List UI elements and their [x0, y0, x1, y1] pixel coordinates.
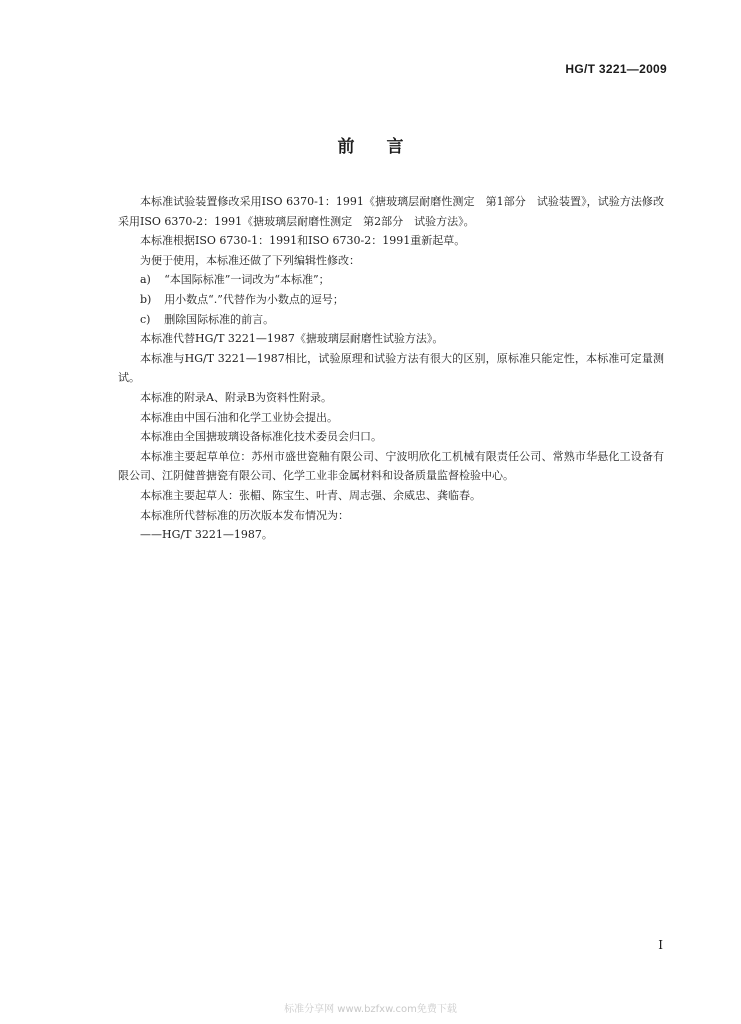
paragraph: 本标准代替HG/T 3221—1987《搪玻璃层耐磨性试验方法》。 — [140, 332, 444, 346]
paragraph: ——HG/T 3221—1987。 — [140, 528, 273, 542]
foreword-body — [118, 192, 664, 545]
list-marker: c) — [140, 312, 151, 326]
list-marker: a) — [140, 273, 151, 287]
paragraph: 本标准的附录A、附录B为资料性附录。 — [140, 390, 333, 404]
list-item: b) 用小数点“.”代替作为小数点的逗号； — [118, 290, 664, 310]
paragraph: 本标准根据ISO 6730-1：1991和ISO 6730-2：1991重新起草。 — [140, 234, 466, 248]
paragraph: 本标准由中国石油和化学工业协会提出。 — [140, 410, 338, 424]
page-number: I — [658, 938, 663, 952]
footer-watermark: 标准分享网 www.bzfxw.com免费下载 — [284, 1004, 457, 1015]
paragraph: 为便于使用，本标准还做了下列编辑性修改： — [140, 253, 360, 267]
standard-code: HG/T 3221—2009 — [565, 62, 667, 76]
page-title: 前言 — [337, 137, 436, 157]
paragraph: 本标准与HG/T 3221—1987相比，试验原理和试验方法有很大的区别，原标准只能定性，本标准可定量测试。 — [118, 351, 664, 385]
paragraph: 本标准主要起草单位：苏州市盛世瓷釉有限公司、宁波明欣化工机械有限责任公司、常熟市华悬化工设备有限公司、江阴健普搪瓷有限公司、化学工业非金属材料和设备质量监督检验中心。 — [118, 449, 664, 483]
list-item: c) 删除国际标准的前言。 — [118, 310, 664, 330]
paragraph: 本标准所代替标准的历次版本发布情况为： — [140, 508, 349, 522]
paragraph: 本标准主要起草人：张楣、陈宝生、叶青、周志强、余威忠、龚临春。 — [140, 488, 481, 502]
paragraph: 本标准由全国搪玻璃设备标准化技术委员会归口。 — [140, 430, 382, 444]
list-item: a) “本国际标准”一词改为“本标准”； — [118, 270, 664, 290]
paragraph: 本标准试验装置修改采用ISO 6370-1：1991《搪玻璃层耐磨性测定 第1部分 试验装置》，试验方法修改采用ISO 6370-2：1991《搪玻璃层耐磨性测定 第2部分 试验方法》。 — [118, 195, 664, 228]
list-marker: b) — [140, 292, 152, 306]
